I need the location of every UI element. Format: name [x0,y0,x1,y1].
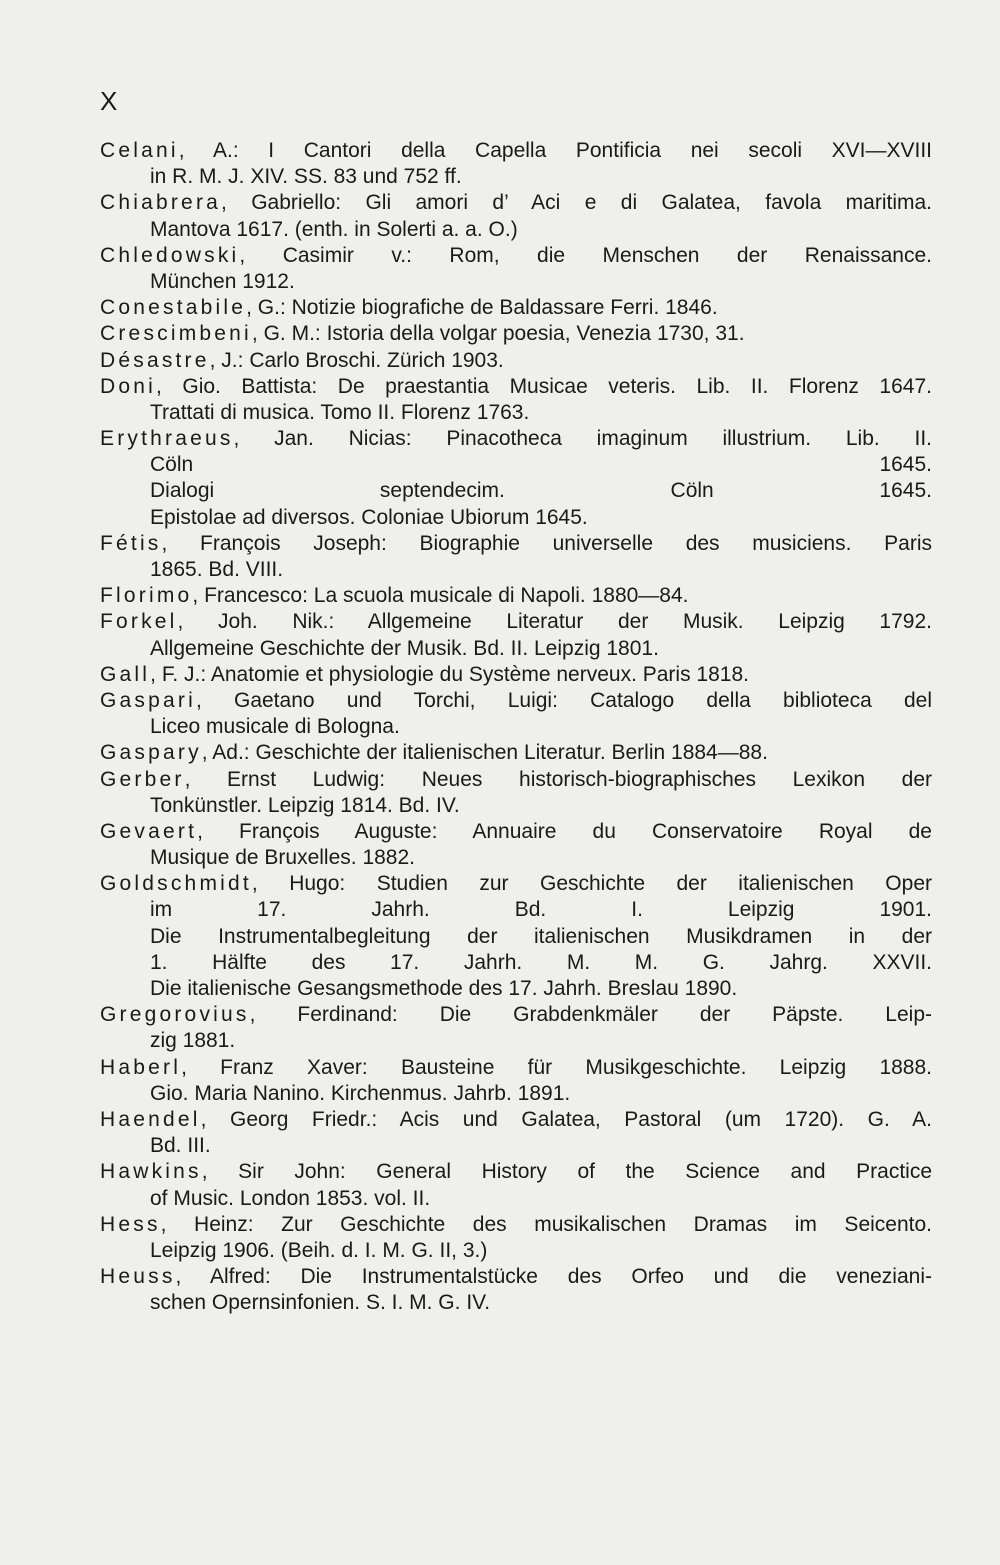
entry-text: , Gaetano und Torchi, Luigi: Catalogo della biblioteca del [195,688,932,712]
entry-author: Celani [100,139,179,162]
bibliography-entry [100,243,932,295]
entry-first-line [100,321,932,347]
entry-continuation-line: Dialogi septendecim. Cöln 1645. [150,479,932,503]
bibliography-entry [100,662,932,688]
entry-text: , Gabriello: Gli amori d’ Aci e di Galatea, favola maritima. [221,191,932,215]
bibliography-entry [100,348,932,374]
entry-continuation-line: Die Instrumentalbegleitung der italienischen Musikdramen in der [150,924,932,948]
entry-text: , François Auguste: Annuaire du Conservatoire Royal de [197,819,932,843]
entry-author: Hawkins [100,1160,202,1184]
entry-author: Doni [100,374,156,398]
entry-text: , G. M.: Istoria della volgar poesia, Venezia 1730, 31. [251,322,745,346]
entry-continuation-line: 1865. Bd. VIII. [150,558,284,581]
entry-first-line [100,740,932,766]
entry-first-line [100,138,932,164]
entry-author: Haendel [100,1107,201,1131]
entry-continuation-line: zig 1881. [150,1029,236,1053]
entry-text: , A.: I Cantori della Capella Pontificia nei secoli XVI—XVIII [178,139,932,162]
entry-continuation-line: Allgemeine Geschichte der Musik. Bd. II. Leipzig 1801. [150,636,659,660]
entry-text: , J.: Carlo Broschi. Zürich 1903. [209,348,504,372]
entry-first-line [100,1055,932,1081]
entry-author: Forkel [100,610,178,634]
entry-text: , Gio. Battista: De praestantia Musicae veteris. Lib. II. Florenz 1647. [156,374,932,398]
page-number: X [100,86,118,116]
entry-continuation-line: 1. Hälfte des 17. Jahrh. M. M. G. Jahrg. XXVII. [150,950,932,974]
entry-continuation-line: Mantova 1617. (enth. in Solerti a. a. O.) [150,217,518,241]
entry-first-line [100,662,932,688]
entry-continuation-line: Bd. III. [150,1134,211,1158]
entry-continuation-line: München 1912. [150,269,295,293]
entry-author: Chledowski [100,243,240,267]
entry-text: , Heinz: Zur Geschichte des musikalischen Dramas im Seicento. [160,1212,932,1236]
entry-text: , F. J.: Anatomie et physiologie du Système nerveux. Paris 1818. [150,662,749,686]
entry-first-line [100,1159,932,1185]
bibliography-entry [100,374,932,426]
entry-first-line [100,1264,932,1290]
bibliography-entry [100,1159,932,1211]
entry-author: Florimo [100,584,193,608]
entry-first-line [100,243,932,269]
bibliography-entry [100,1107,932,1159]
entry-author: Gregorovius [100,1003,250,1027]
bibliography-entry [100,138,932,190]
bibliography-entry [100,321,932,347]
entry-continuation-line: Cöln 1645. [150,453,932,477]
entry-text: , Ad.: Geschichte der italienischen Literatur. Berlin 1884—88. [201,741,768,765]
entry-author: Erythraeus [100,427,234,451]
entry-first-line [100,374,932,400]
entry-continuation-line: Liceo musicale di Bologna. [150,715,400,739]
bibliography-entry [100,531,932,583]
entry-author: Gaspari [100,688,196,712]
entry-text: , Joh. Nik.: Allgemeine Literatur der Musik. Leipzig 1792. [177,610,932,634]
entry-author: Hess [100,1212,161,1236]
entry-first-line [100,1212,932,1238]
entry-continuation-line: Leipzig 1906. (Beih. d. I. M. G. II, 3.) [150,1238,488,1262]
entry-first-line [100,583,932,609]
entry-author: Crescimbeni [100,322,252,346]
entry-text: , Hugo: Studien zur Geschichte der italienischen Oper [251,872,932,896]
entry-continuation-line: of Music. London 1853. vol. II. [150,1186,431,1210]
bibliography-entry [100,767,932,819]
entry-first-line [100,348,932,374]
entry-continuation-line: Gio. Maria Nanino. Kirchenmus. Jahrb. 1891. [150,1081,571,1105]
bibliography-entry [100,583,932,609]
entry-continuation-line: in R. M. J. XIV. SS. 83 und 752 ff. [150,165,462,189]
bibliography-entry [100,190,932,242]
bibliography-entry [100,426,932,531]
entry-continuation-line: Musique de Bruxelles. 1882. [150,846,415,870]
bibliography-entry [100,1212,932,1264]
entry-text: , Franz Xaver: Bausteine für Musikgeschichte. Leipzig 1888. [181,1055,932,1079]
entry-author: Gevaert [100,819,198,843]
entry-author: Désastre [100,348,210,372]
bibliography-entry [100,295,932,321]
entry-text: , Francesco: La scuola musicale di Napoli. 1880—84. [192,584,689,608]
entry-continuation-line: schen Opernsinfonien. S. I. M. G. IV. [150,1291,491,1315]
entry-author: Conestabile [100,296,247,320]
bibliography-entry [100,688,932,740]
entry-first-line [100,190,932,216]
entry-continuation-line: Epistolae ad diversos. Coloniae Ubiorum 1645. [150,505,588,529]
entry-first-line [100,819,932,845]
entry-first-line [100,688,932,714]
bibliography-list [100,138,932,1316]
entry-author: Fétis [100,531,162,555]
entry-text: , Casimir v.: Rom, die Menschen der Renaissance. [239,243,932,267]
entry-author: Chiabrera [100,191,222,215]
entry-continuation-line: im 17. Jahrh. Bd. I. Leipzig 1901. [150,898,932,922]
entry-text: , Georg Friedr.: Acis und Galatea, Pastoral (um 1720). G. A. [200,1107,932,1131]
bibliography-entry [100,609,932,661]
entry-text: , G.: Notizie biografiche de Baldassare Ferri. 1846. [246,296,718,320]
entry-author: Goldschmidt [100,872,252,896]
entry-first-line [100,295,932,321]
bibliography-entry [100,740,932,766]
entry-author: Gaspary [100,741,202,765]
entry-text: , Sir John: General History of the Science and Practice [201,1160,932,1184]
entry-first-line [100,1002,932,1028]
entry-text: , Jan. Nicias: Pinacotheca imaginum illustrium. Lib. II. [233,427,932,451]
bibliography-entry [100,1055,932,1107]
entry-author: Haberl [100,1055,182,1079]
entry-text: , Ferdinand: Die Grabdenkmäler der Päpste. Leip- [249,1003,932,1027]
entry-first-line [100,767,932,793]
bibliography-entry [100,1002,932,1054]
entry-first-line [100,426,932,452]
entry-author: Gerber [100,767,185,791]
entry-continuation-line: Tonkünstler. Leipzig 1814. Bd. IV. [150,793,460,817]
bibliography-entry [100,819,932,871]
entry-continuation-line: Trattati di musica. Tomo II. Florenz 1763. [150,400,530,424]
entry-first-line [100,871,932,897]
entry-first-line [100,1107,932,1133]
entry-author: Gall [100,662,151,686]
bibliography-entry [100,1264,932,1316]
entry-first-line [100,609,932,635]
bibliography-entry [100,871,932,1002]
entry-continuation-line: Die italienische Gesangsmethode des 17. Jahrh. Breslau 1890. [150,977,738,1000]
entry-author: Heuss [100,1265,176,1289]
entry-text: , Ernst Ludwig: Neues historisch-biographisches Lexikon der [184,767,932,791]
entry-text: , François Joseph: Biographie universelle des musiciens. Paris [161,531,932,555]
entry-text: , Alfred: Die Instrumentalstücke des Orfeo und die veneziani- [175,1265,932,1289]
entry-first-line [100,531,932,557]
